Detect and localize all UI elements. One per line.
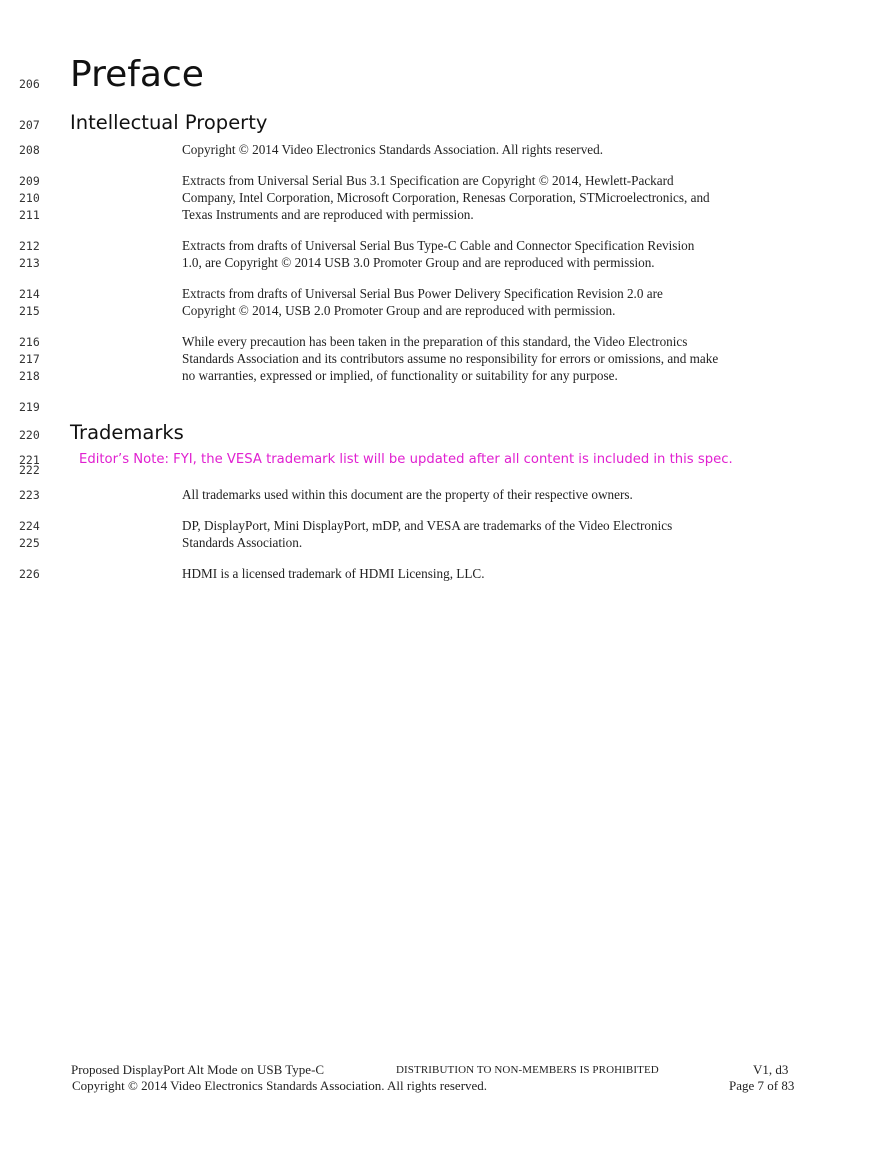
line-number: 207	[19, 118, 40, 132]
body-text: HDMI is a licensed trademark of HDMI Licensing, LLC.	[182, 566, 485, 581]
line-number: 213	[19, 256, 40, 270]
body-text: Standards Association and its contributors assume no responsibility for errors or omissions, and make	[182, 351, 719, 366]
body-text: Copyright © 2014, USB 2.0 Promoter Group and are reproduced with permission.	[182, 303, 616, 318]
line-number: 222	[19, 463, 40, 477]
footer-version: V1, d3	[753, 1062, 789, 1077]
line-number: 212	[19, 239, 40, 253]
body-text: All trademarks used within this document are the property of their respective owners.	[182, 487, 633, 502]
body-text: 1.0, are Copyright © 2014 USB 3.0 Promoter Group and are reproduced with permission.	[182, 255, 655, 270]
body-text: DP, DisplayPort, Mini DisplayPort, mDP, and VESA are trademarks of the Video Electronics	[182, 518, 673, 533]
footer-distribution: DISTRIBUTION TO NON-MEMBERS IS PROHIBITED	[396, 1064, 659, 1076]
body-text: Texas Instruments and are reproduced with permission.	[182, 207, 474, 222]
line-number: 214	[19, 287, 40, 301]
footer-page-number: Page 7 of 83	[729, 1078, 795, 1093]
line-number: 215	[19, 304, 40, 318]
body-text: Company, Intel Corporation, Microsoft Corporation, Renesas Corporation, STMicroelectronics, and	[182, 190, 710, 205]
section-heading-ip: Intellectual Property	[70, 111, 268, 134]
body-text: Extracts from Universal Serial Bus 3.1 Specification are Copyright © 2014, Hewlett-Packard	[182, 173, 674, 188]
footer-copyright: Copyright © 2014 Video Electronics Standards Association. All rights reserved.	[72, 1078, 488, 1093]
editors-note: Editor’s Note: FYI, the VESA trademark list will be updated after all content is included in this spec.	[79, 452, 733, 467]
line-number: 223	[19, 488, 40, 502]
page-title: Preface	[70, 54, 204, 95]
section-heading-trademarks: Trademarks	[70, 421, 184, 444]
body-text: Standards Association.	[182, 535, 303, 550]
line-number: 224	[19, 519, 40, 533]
body-text: While every precaution has been taken in the preparation of this standard, the Video Electronics	[182, 334, 688, 349]
line-number: 225	[19, 536, 40, 550]
body-text: no warranties, expressed or implied, of functionality or suitability for any purpose.	[182, 368, 618, 383]
body-text: Extracts from drafts of Universal Serial Bus Power Delivery Specification Revision 2.0 are	[182, 286, 663, 301]
line-number: 219	[19, 400, 40, 414]
line-number: 221	[19, 453, 40, 467]
footer-title: Proposed DisplayPort Alt Mode on USB Type-C	[71, 1062, 325, 1077]
line-number: 211	[19, 208, 40, 222]
line-number: 209	[19, 174, 40, 188]
line-number: 220	[19, 428, 40, 442]
line-number: 208	[19, 143, 40, 157]
line-number: 206	[19, 77, 40, 91]
body-text: Copyright © 2014 Video Electronics Standards Association. All rights reserved.	[182, 142, 604, 157]
line-number: 217	[19, 352, 40, 366]
line-number: 216	[19, 335, 40, 349]
line-number: 226	[19, 567, 40, 581]
body-text: Extracts from drafts of Universal Serial Bus Type-C Cable and Connector Specification Revision	[182, 238, 695, 253]
line-number: 210	[19, 191, 40, 205]
line-number: 218	[19, 369, 40, 383]
